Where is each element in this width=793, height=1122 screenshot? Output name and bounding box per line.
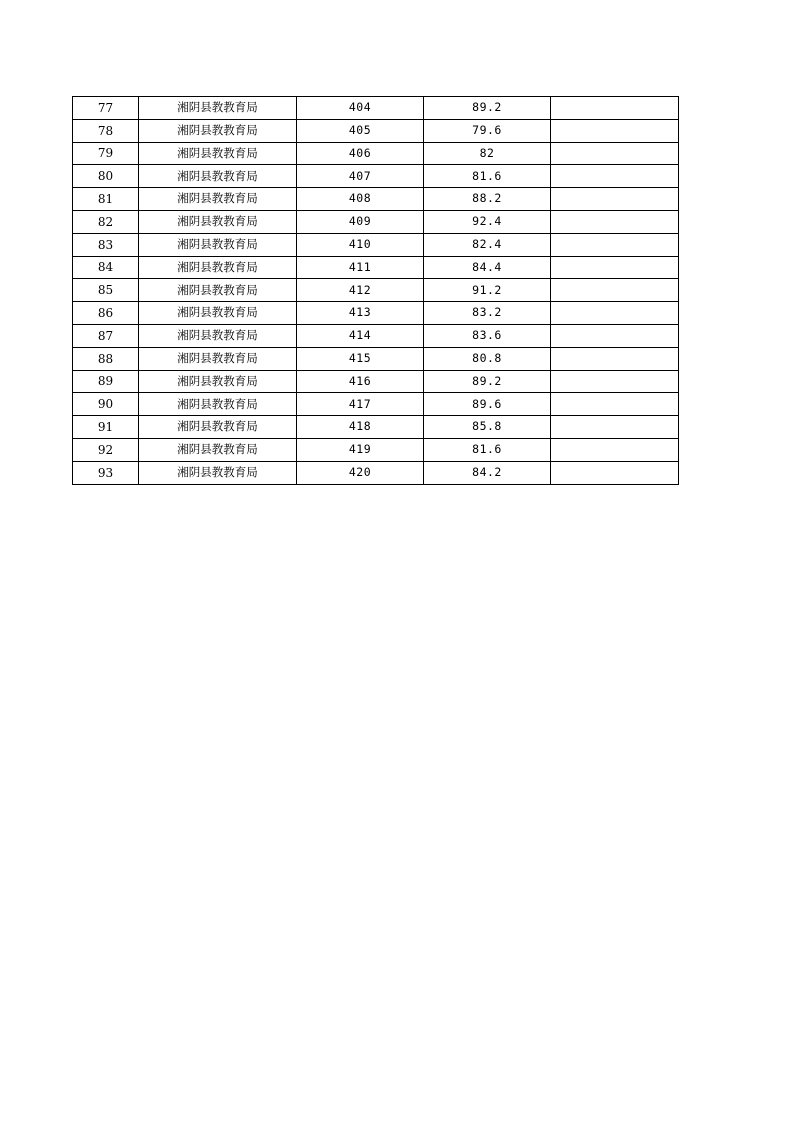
score-cell: 89.2: [424, 97, 551, 120]
results-table: [72, 96, 679, 485]
row-number-cell: 83: [73, 233, 139, 256]
row-number-cell: 92: [73, 438, 139, 461]
score-cell: 84.2: [424, 461, 551, 484]
agency-cell: 湘阴县教教育局: [139, 233, 297, 256]
exam-number-cell: 405: [297, 119, 424, 142]
exam-number-cell: 415: [297, 347, 424, 370]
table-row: [73, 416, 679, 439]
table-row: [73, 233, 679, 256]
exam-number-cell: 409: [297, 210, 424, 233]
score-cell: 85.8: [424, 416, 551, 439]
table-row: [73, 393, 679, 416]
row-number-cell: 86: [73, 302, 139, 325]
exam-number-cell: 419: [297, 438, 424, 461]
note-cell: [551, 461, 679, 484]
agency-cell: 湘阴县教教育局: [139, 370, 297, 393]
agency-cell: 湘阴县教教育局: [139, 256, 297, 279]
note-cell: [551, 188, 679, 211]
table-row: [73, 256, 679, 279]
score-cell: 91.2: [424, 279, 551, 302]
score-cell: 81.6: [424, 165, 551, 188]
exam-number-cell: 412: [297, 279, 424, 302]
row-number-cell: 84: [73, 256, 139, 279]
note-cell: [551, 256, 679, 279]
agency-cell: 湘阴县教教育局: [139, 393, 297, 416]
agency-cell: 湘阴县教教育局: [139, 97, 297, 120]
row-number-cell: 81: [73, 188, 139, 211]
table-row: [73, 324, 679, 347]
note-cell: [551, 370, 679, 393]
row-number-cell: 82: [73, 210, 139, 233]
table-row: [73, 461, 679, 484]
agency-cell: 湘阴县教教育局: [139, 210, 297, 233]
note-cell: [551, 347, 679, 370]
agency-cell: 湘阴县教教育局: [139, 302, 297, 325]
row-number-cell: 79: [73, 142, 139, 165]
score-cell: 84.4: [424, 256, 551, 279]
note-cell: [551, 210, 679, 233]
exam-number-cell: 420: [297, 461, 424, 484]
exam-number-cell: 417: [297, 393, 424, 416]
note-cell: [551, 302, 679, 325]
agency-cell: 湘阴县教教育局: [139, 188, 297, 211]
table-row: [73, 370, 679, 393]
agency-cell: 湘阴县教教育局: [139, 416, 297, 439]
table-row: [73, 119, 679, 142]
table-row: [73, 210, 679, 233]
exam-number-cell: 408: [297, 188, 424, 211]
note-cell: [551, 165, 679, 188]
note-cell: [551, 438, 679, 461]
row-number-cell: 89: [73, 370, 139, 393]
agency-cell: 湘阴县教教育局: [139, 461, 297, 484]
exam-number-cell: 416: [297, 370, 424, 393]
table-row: [73, 165, 679, 188]
score-cell: 92.4: [424, 210, 551, 233]
note-cell: [551, 119, 679, 142]
exam-number-cell: 407: [297, 165, 424, 188]
results-table-body: [73, 97, 679, 485]
note-cell: [551, 416, 679, 439]
agency-cell: 湘阴县教教育局: [139, 119, 297, 142]
table-row: [73, 97, 679, 120]
note-cell: [551, 97, 679, 120]
score-cell: 79.6: [424, 119, 551, 142]
score-cell: 82.4: [424, 233, 551, 256]
row-number-cell: 78: [73, 119, 139, 142]
row-number-cell: 87: [73, 324, 139, 347]
agency-cell: 湘阴县教教育局: [139, 279, 297, 302]
table-row: [73, 188, 679, 211]
note-cell: [551, 279, 679, 302]
agency-cell: 湘阴县教教育局: [139, 438, 297, 461]
table-row: [73, 302, 679, 325]
table-row: [73, 347, 679, 370]
exam-number-cell: 406: [297, 142, 424, 165]
score-cell: 83.6: [424, 324, 551, 347]
row-number-cell: 90: [73, 393, 139, 416]
score-cell: 82: [424, 142, 551, 165]
agency-cell: 湘阴县教教育局: [139, 142, 297, 165]
exam-number-cell: 413: [297, 302, 424, 325]
exam-number-cell: 418: [297, 416, 424, 439]
score-cell: 80.8: [424, 347, 551, 370]
note-cell: [551, 324, 679, 347]
row-number-cell: 91: [73, 416, 139, 439]
note-cell: [551, 393, 679, 416]
score-cell: 88.2: [424, 188, 551, 211]
note-cell: [551, 233, 679, 256]
row-number-cell: 80: [73, 165, 139, 188]
row-number-cell: 77: [73, 97, 139, 120]
row-number-cell: 85: [73, 279, 139, 302]
row-number-cell: 88: [73, 347, 139, 370]
exam-number-cell: 414: [297, 324, 424, 347]
table-row: [73, 142, 679, 165]
score-cell: 81.6: [424, 438, 551, 461]
score-cell: 83.2: [424, 302, 551, 325]
row-number-cell: 93: [73, 461, 139, 484]
agency-cell: 湘阴县教教育局: [139, 324, 297, 347]
note-cell: [551, 142, 679, 165]
score-cell: 89.2: [424, 370, 551, 393]
score-cell: 89.6: [424, 393, 551, 416]
exam-number-cell: 411: [297, 256, 424, 279]
agency-cell: 湘阴县教教育局: [139, 165, 297, 188]
table-row: [73, 279, 679, 302]
exam-number-cell: 404: [297, 97, 424, 120]
exam-number-cell: 410: [297, 233, 424, 256]
table-row: [73, 438, 679, 461]
agency-cell: 湘阴县教教育局: [139, 347, 297, 370]
